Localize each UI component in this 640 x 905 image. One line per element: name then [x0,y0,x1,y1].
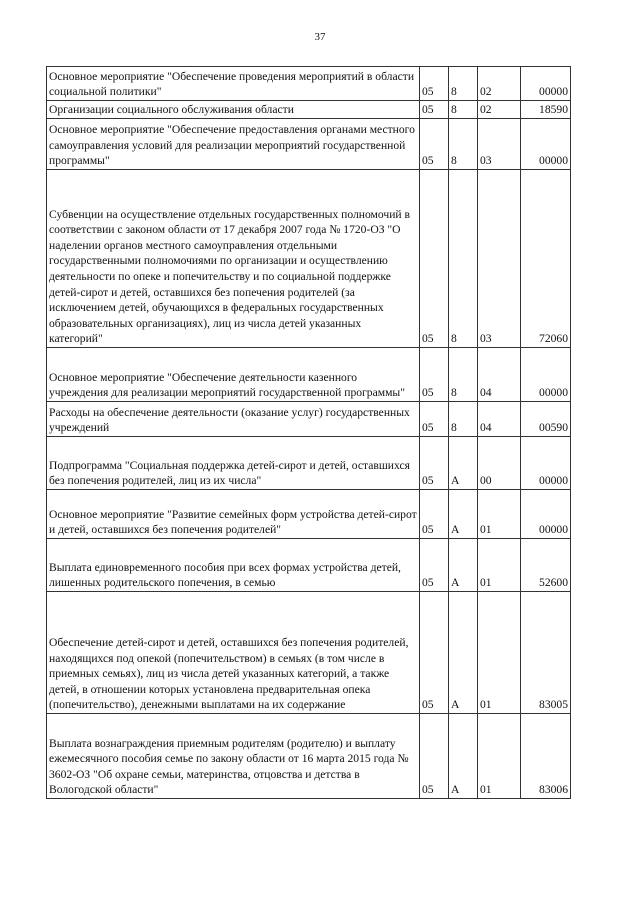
program-code: 8 [449,348,478,402]
expense-code: 00000 [521,67,571,101]
row-name: Выплата единовременного пособия при всех формах устройства детей, лишенных родительского попечения, в семью [47,539,420,592]
section-code: 05 [420,170,449,348]
section-code: 05 [420,592,449,714]
section-code: 05 [420,402,449,437]
subprogram-code: 01 [478,490,521,539]
row-name: Расходы на обеспечение деятельности (оказание услуг) государственных учреждений [47,402,420,437]
section-code: 05 [420,714,449,799]
program-code: 8 [449,101,478,119]
row-name: Основное мероприятие "Обеспечение предоставления органами местного самоуправления условий для реализации мероприятий государственной программы" [47,119,420,170]
expense-code: 18590 [521,101,571,119]
section-code: 05 [420,437,449,490]
subprogram-code: 01 [478,539,521,592]
table-row [47,402,571,437]
section-code: 05 [420,101,449,119]
program-code: 8 [449,67,478,101]
expense-code: 72060 [521,170,571,348]
row-name: Обеспечение детей-сирот и детей, оставшихся без попечения родителей, находящихся под опекой (попечительством) в семьях (в том числе в приемных семьях), лиц из числа детей указанных категорий, а также детей, в отношении которых установлена предварительная опека (попечительство), денежными выплатами на их содержание [47,592,420,714]
expense-code: 00000 [521,119,571,170]
program-code: 8 [449,402,478,437]
table-row [47,67,571,101]
table-row [47,539,571,592]
row-name: Основное мероприятие "Обеспечение деятельности казенного учреждения для реализации мероприятий государственной программы" [47,348,420,402]
table-row [47,101,571,119]
page-number: 37 [314,31,326,43]
subprogram-code: 01 [478,592,521,714]
subprogram-code: 01 [478,714,521,799]
subprogram-code: 02 [478,67,521,101]
expense-code: 00000 [521,490,571,539]
table-row [47,592,571,714]
section-code: 05 [420,348,449,402]
row-name: Подпрограмма "Социальная поддержка детей-сирот и детей, оставшихся без попечения родителей, лиц из их числа" [47,437,420,490]
program-code: А [449,539,478,592]
subprogram-code: 03 [478,170,521,348]
table-row [47,170,571,348]
row-name: Субвенции на осуществление отдельных государственных полномочий в соответствии с законом области от 17 декабря 2007 года № 1720-ОЗ "О наделении органов местного самоуправления отдельными государственными полномочиями по организации и осуществлению деятельности по опеке и попечительству и по социальной поддержке детей-сирот и детей, оставшихся без попечения родителей (за исключением детей, обучающихся в федеральных государственных образовательных организациях), лиц из числа детей указанных категорий" [47,170,420,348]
section-code: 05 [420,490,449,539]
expense-code: 00000 [521,437,571,490]
program-code: А [449,714,478,799]
section-code: 05 [420,119,449,170]
subprogram-code: 03 [478,119,521,170]
row-name: Выплата вознаграждения приемным родителям (родителю) и выплату ежемесячного пособия семье по закону области от 16 марта 2015 года № 3602-ОЗ "Об охране семьи, материнства, отцовства и детства в Вологодской области" [47,714,420,799]
expense-code: 00000 [521,348,571,402]
row-name: Основное мероприятие "Развитие семейных форм устройства детей-сирот и детей, оставшихся без попечения родителей" [47,490,420,539]
table-row [47,348,571,402]
subprogram-code: 04 [478,402,521,437]
section-code: 05 [420,539,449,592]
budget-classification-table [46,66,571,799]
program-code: А [449,592,478,714]
table-row [47,119,571,170]
expense-code: 83006 [521,714,571,799]
program-code: 8 [449,119,478,170]
table-row [47,490,571,539]
expense-code: 52600 [521,539,571,592]
program-code: А [449,437,478,490]
expense-code: 83005 [521,592,571,714]
subprogram-code: 04 [478,348,521,402]
table-row [47,714,571,799]
subprogram-code: 00 [478,437,521,490]
program-code: А [449,490,478,539]
row-name: Основное мероприятие "Обеспечение проведения мероприятий в области социальной политики" [47,67,420,101]
row-name: Организации социального обслуживания области [47,101,420,119]
program-code: 8 [449,170,478,348]
expense-code: 00590 [521,402,571,437]
subprogram-code: 02 [478,101,521,119]
table-row [47,437,571,490]
section-code: 05 [420,67,449,101]
